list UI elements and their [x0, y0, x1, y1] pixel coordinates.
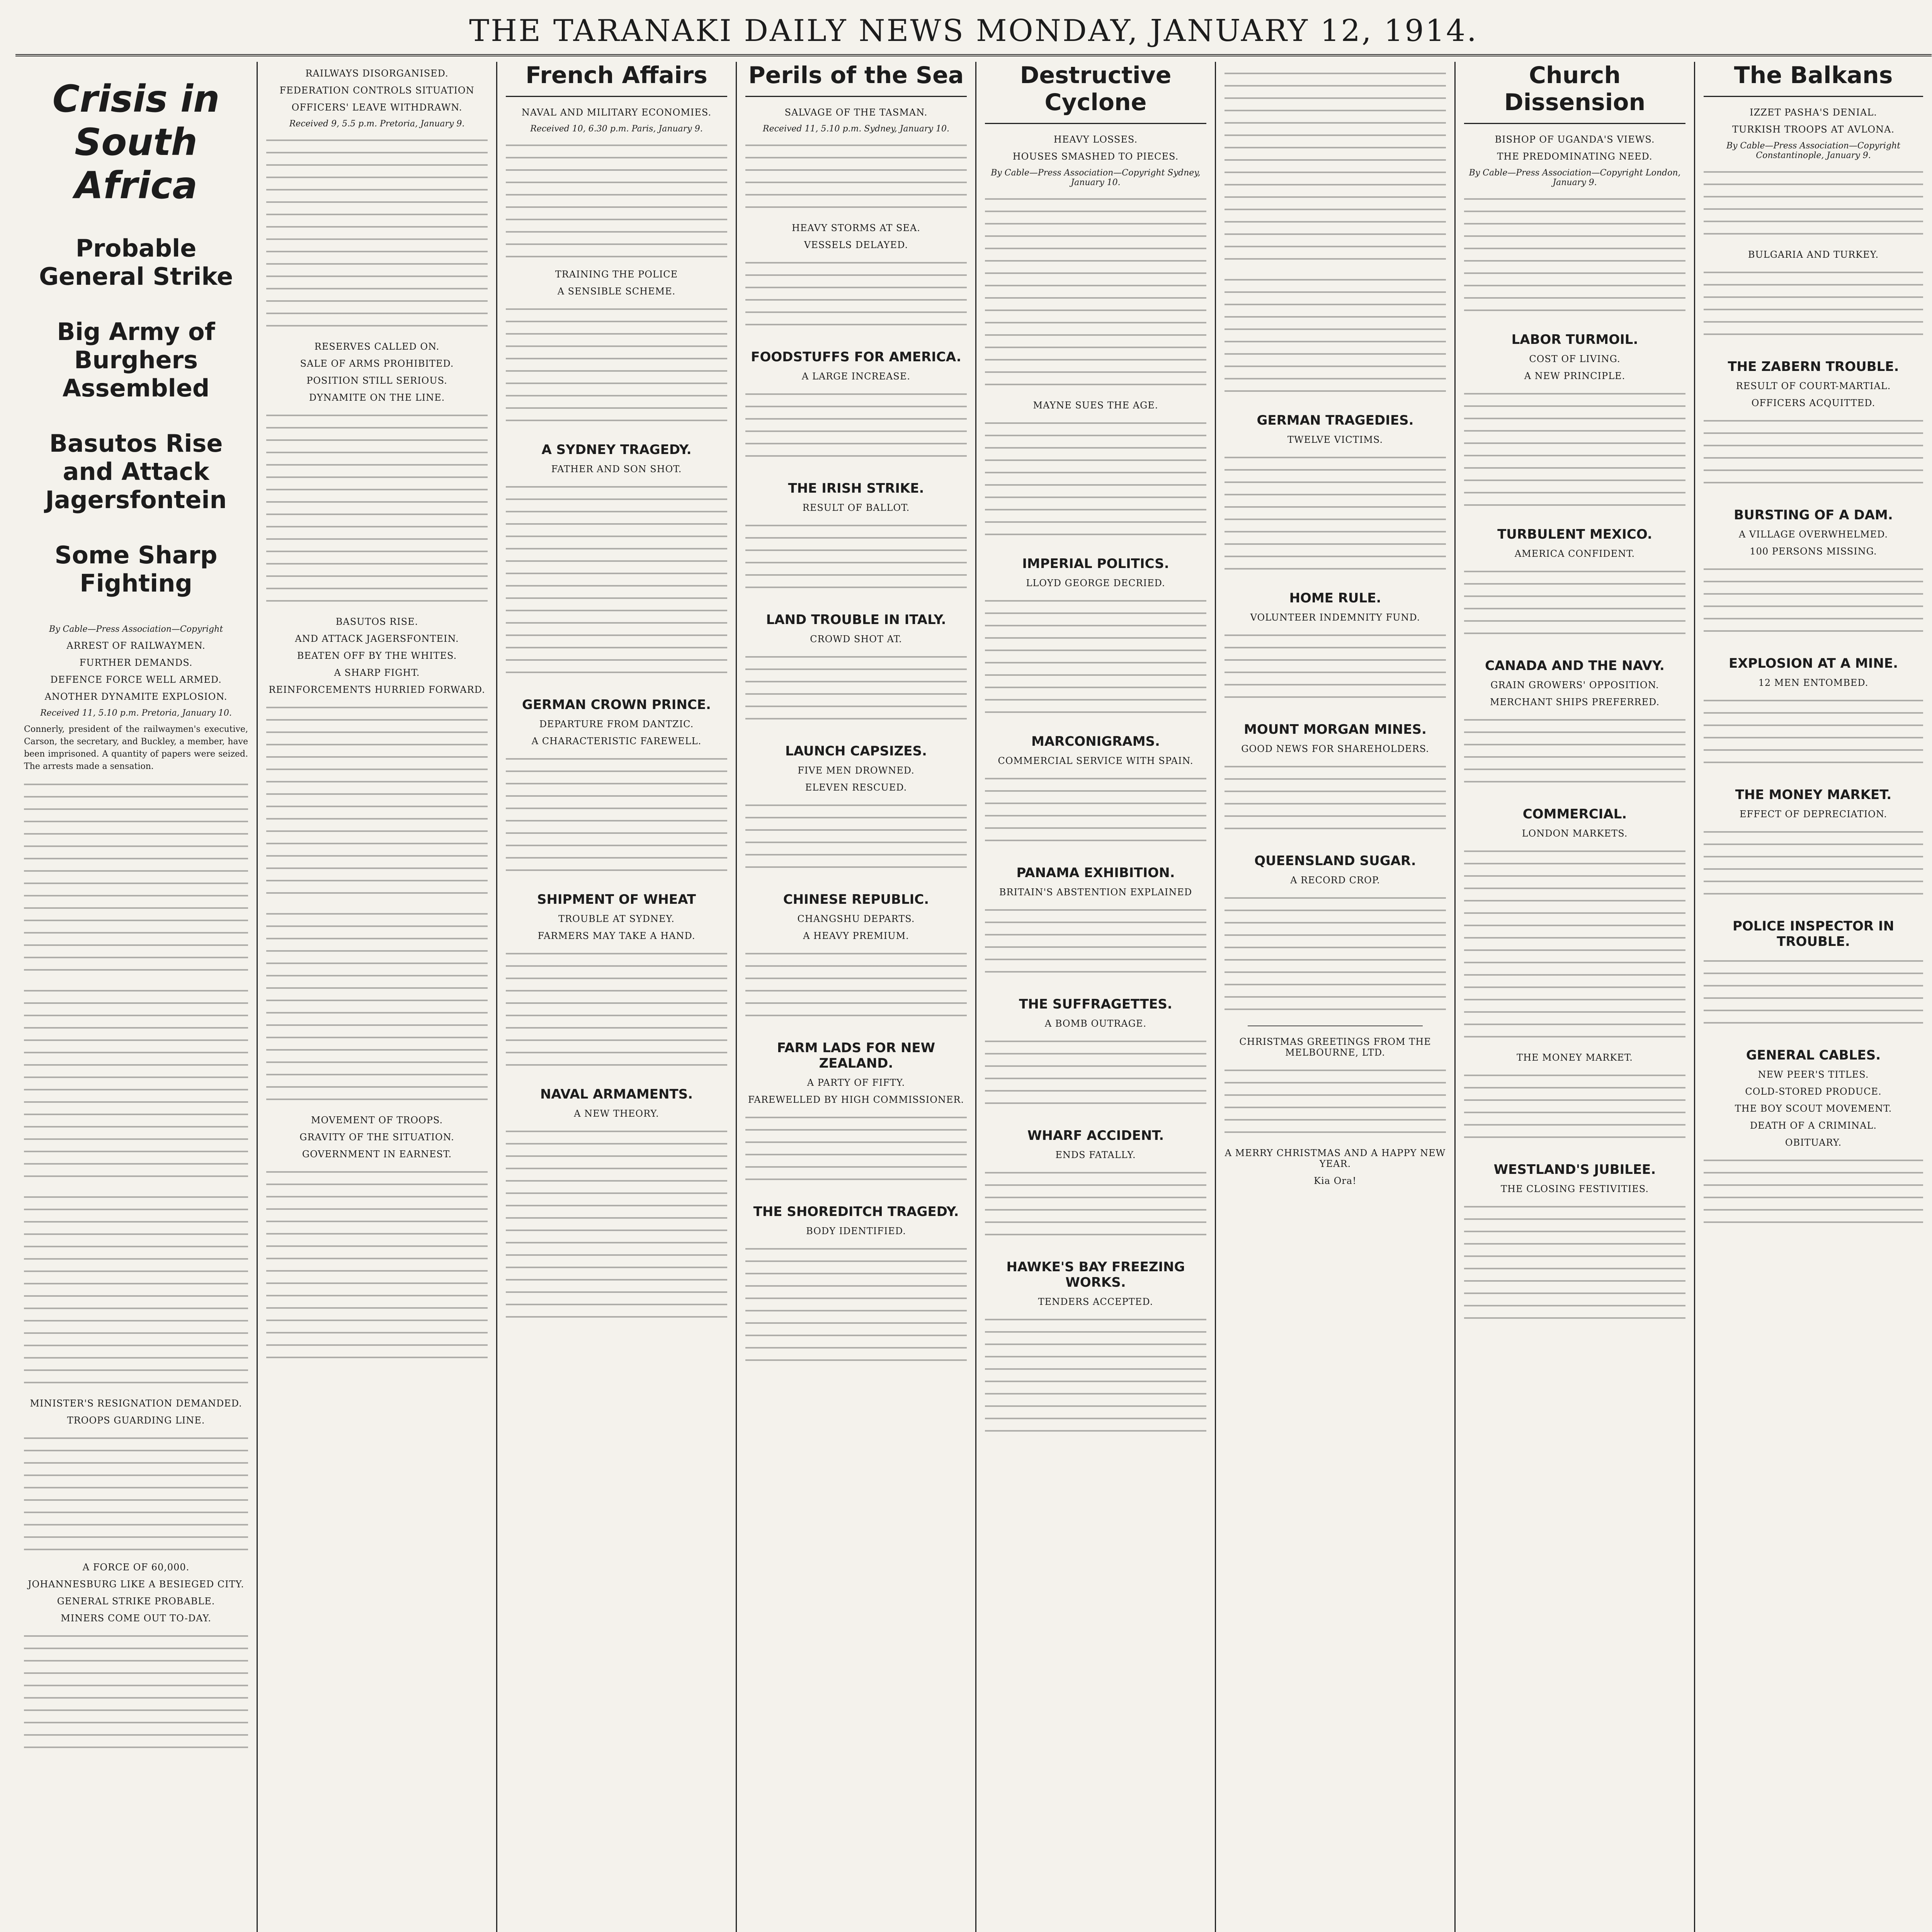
deck-3: Basutos Rise and Attack Jagersfontein [45, 429, 227, 514]
text-block [1225, 760, 1446, 838]
text-block [1225, 451, 1446, 575]
text-block [1704, 415, 1923, 492]
subhead: EFFECT OF DEPRECIATION. [1740, 809, 1887, 820]
text-block [1704, 266, 1923, 344]
text-block [1704, 955, 1923, 1032]
subhead: OFFICERS' LEAVE WITHDRAWN. [291, 102, 463, 113]
text-block [745, 1243, 967, 1366]
subhead: SALE OF ARMS PROHIBITED. [300, 358, 454, 369]
subhead: BULGARIA AND TURKEY. [1748, 249, 1879, 260]
text-block [1464, 193, 1685, 316]
subhead: SALVAGE OF THE TASMAN. [784, 107, 928, 118]
text-block [1704, 1154, 1923, 1231]
text-block [985, 904, 1206, 981]
subhead: COMMERCIAL SERVICE WITH SPAIN. [998, 755, 1194, 766]
dateline: By Cable—Press Association—Copyright London, January 9. [1469, 168, 1681, 187]
text-block [506, 139, 727, 263]
dateline: By Cable—Press Association—Copyright Constantinople, January 9. [1726, 141, 1901, 160]
subhead: GRAVITY OF THE SITUATION. [299, 1132, 454, 1143]
text-block [745, 139, 967, 216]
column-title: Perils of the Sea [745, 62, 967, 97]
subhead: COLD-STORED PRODUCE. [1745, 1086, 1882, 1097]
subhead: DEFENCE FORCE WELL ARMED. [50, 674, 222, 685]
section-head: FARM LADS FOR NEW ZEALAND. [777, 1040, 935, 1071]
column-title: Destructive Cyclone [985, 62, 1206, 124]
text-block [506, 1125, 727, 1326]
text-block [745, 799, 967, 876]
subhead: LLOYD GEORGE DECRIED. [1026, 578, 1165, 588]
section-head: CHINESE REPUBLIC. [783, 892, 929, 907]
subhead: LONDON MARKETS. [1522, 828, 1628, 839]
column-title: The Balkans [1704, 62, 1923, 97]
subhead: RESULT OF BALLOT. [802, 502, 910, 513]
subhead: MOVEMENT OF TROOPS. [311, 1115, 443, 1126]
text-block [266, 134, 488, 335]
subhead: GRAIN GROWERS' OPPOSITION. [1490, 680, 1659, 690]
ad-line: Kia Ora! [1314, 1175, 1357, 1186]
subhead: TROUBLE AT SYDNEY. [558, 913, 675, 924]
text-block [745, 257, 967, 334]
subhead: THE PREDOMINATING NEED. [1497, 151, 1653, 162]
section-head: HAWKE'S BAY FREEZING WORKS. [1006, 1259, 1185, 1290]
subhead: NAVAL AND MILITARY ECONOMIES. [521, 107, 712, 118]
text-block [985, 1313, 1206, 1437]
subhead: ELEVEN RESCUED. [805, 782, 907, 793]
subhead: VESSELS DELAYED. [804, 240, 908, 250]
subhead: TROOPS GUARDING LINE. [67, 1415, 205, 1426]
text-block [1464, 388, 1685, 511]
text-block [985, 193, 1206, 394]
subhead: A NEW THEORY. [574, 1108, 659, 1119]
subhead: BASUTOS RISE. [335, 616, 418, 627]
text-block [1704, 166, 1923, 243]
subhead: GENERAL STRIKE PROBABLE. [57, 1596, 215, 1607]
subhead: A FORCE OF 60,000. [82, 1562, 190, 1573]
subhead: TRAINING THE POLICE [555, 269, 678, 280]
text-block [506, 481, 727, 682]
subhead: BEATEN OFF BY THE WHITES. [297, 650, 457, 661]
subhead: REINFORCEMENTS HURRIED FORWARD. [269, 684, 485, 695]
subhead: A PARTY OF FIFTY. [807, 1077, 905, 1088]
subhead: AMERICA CONFIDENT. [1514, 548, 1635, 559]
subhead: NEW PEER'S TITLES. [1758, 1069, 1869, 1080]
dateline: Received 11, 5.10 p.m. Sydney, January 10. [763, 124, 949, 134]
subhead: 100 PERSONS MISSING. [1750, 546, 1877, 557]
text-block [985, 595, 1206, 718]
byline: By Cable—Press Association—Copyright [49, 624, 223, 634]
text-block [266, 908, 488, 1109]
subhead: RESERVES CALLED ON. [314, 341, 440, 352]
text-block [506, 753, 727, 876]
subhead: A BOMB OUTRAGE. [1044, 1018, 1147, 1029]
section-head: LAND TROUBLE IN ITALY. [766, 612, 946, 628]
ad-line: A MERRY CHRISTMAS AND A HAPPY NEW YEAR. [1225, 1148, 1446, 1169]
text-block [266, 701, 488, 902]
subhead: A CHARACTERISTIC FAREWELL. [531, 736, 702, 747]
text-block [1464, 565, 1685, 643]
column-6 [1215, 62, 1454, 1932]
text-block [24, 1432, 248, 1556]
subhead: HOUSES SMASHED TO PIECES. [1012, 151, 1179, 162]
column-1 [15, 62, 257, 1932]
subhead: A RECORD CROP. [1290, 875, 1380, 886]
subhead: A SENSIBLE SCHEME. [557, 286, 676, 297]
subhead: HEAVY STORMS AT SEA. [792, 223, 920, 233]
dateline: By Cable—Press Association—Copyright Sydney, January 10. [991, 168, 1201, 187]
text-block [506, 303, 727, 427]
lead-headline: Crisis in South Africa [52, 77, 220, 207]
subhead: THE CLOSING FESTIVITIES. [1501, 1184, 1649, 1194]
text-block [745, 388, 967, 465]
subhead: JOHANNESBURG LIKE A BESIEGED CITY. [27, 1579, 245, 1590]
text-block [24, 778, 248, 979]
subhead: GOOD NEWS FOR SHAREHOLDERS. [1241, 743, 1429, 754]
text-block [985, 1035, 1206, 1112]
subhead: MERCHANT SHIPS PREFERRED. [1490, 697, 1660, 707]
section-head: BURSTING OF A DAM. [1734, 507, 1893, 523]
subhead: ARREST OF RAILWAYMEN. [66, 640, 206, 651]
subhead: HEAVY LOSSES. [1053, 134, 1138, 145]
section-head: QUEENSLAND SUGAR. [1254, 853, 1416, 869]
subhead: DEPARTURE FROM DANTZIC. [539, 719, 694, 730]
masthead: THE TARANAKI DAILY NEWS MONDAY, JANUARY 12, 1914. [15, 8, 1932, 56]
subhead: FIVE MEN DROWNED. [798, 765, 915, 776]
subhead: COST OF LIVING. [1529, 354, 1621, 364]
section-head: THE SUFFRAGETTES. [1019, 997, 1172, 1012]
subhead: A SHARP FIGHT. [334, 667, 420, 678]
text-block [745, 947, 967, 1025]
text-block [24, 1191, 248, 1392]
subhead: DYNAMITE ON THE LINE. [309, 392, 445, 403]
text-block [1225, 274, 1446, 397]
section-head: THE SHOREDITCH TRAGEDY. [753, 1204, 959, 1219]
subhead: A LARGE INCREASE. [802, 371, 910, 382]
section-head: GERMAN TRAGEDIES. [1257, 413, 1414, 428]
column-4 [736, 62, 975, 1932]
text-block [1464, 845, 1685, 1046]
section-head: WHARF ACCIDENT. [1027, 1128, 1164, 1143]
section-head: COMMERCIAL. [1522, 806, 1627, 822]
section-head: LABOR TURMOIL. [1511, 332, 1638, 347]
deck-2: Big Army of Burghers Assembled [57, 318, 215, 402]
text-block [985, 417, 1206, 541]
text-block [745, 1111, 967, 1189]
article-text: Connerly, president of the railwaymen's executive, Carson, the secretary, and Buckley, a member, have been imprisoned. A quantity of papers were seized. The arrests made a sensation. [24, 724, 248, 771]
column-title: Church Dissension [1464, 62, 1685, 124]
subhead: VOLUNTEER INDEMNITY FUND. [1250, 612, 1420, 623]
columns [15, 62, 1932, 1932]
text-block [985, 772, 1206, 850]
subhead: OFFICERS ACQUITTED. [1751, 398, 1876, 408]
subhead: MINERS COME OUT TO-DAY. [61, 1613, 211, 1624]
subhead: ANOTHER DYNAMITE EXPLOSION. [44, 691, 228, 702]
text-block [1464, 714, 1685, 791]
subhead: POSITION STILL SERIOUS. [306, 375, 447, 386]
subhead: GOVERNMENT IN EARNEST. [302, 1149, 452, 1160]
section-head: MARCONIGRAMS. [1031, 734, 1160, 749]
text-block [1225, 629, 1446, 706]
section-head: GERMAN CROWN PRINCE. [522, 697, 711, 713]
text-block [24, 1630, 248, 1753]
text-block [266, 1166, 488, 1367]
subhead: THE MONEY MARKET. [1517, 1052, 1633, 1063]
subhead: OBITUARY. [1785, 1137, 1842, 1148]
section-head: PANAMA EXHIBITION. [1016, 865, 1175, 881]
subhead: BODY IDENTIFIED. [806, 1226, 906, 1236]
subhead: MINISTER'S RESIGNATION DEMANDED. [30, 1398, 242, 1409]
column-2 [257, 62, 496, 1932]
subhead: FEDERATION CONTROLS SITUATION [279, 85, 474, 96]
section-head: FOODSTUFFS FOR AMERICA. [751, 349, 961, 365]
section-head: GENERAL CABLES. [1746, 1048, 1881, 1063]
section-head: EXPLOSION AT A MINE. [1729, 656, 1898, 671]
text-block [1704, 694, 1923, 772]
column-5 [975, 62, 1215, 1932]
section-head: THE IRISH STRIKE. [788, 481, 924, 496]
subhead: FARMERS MAY TAKE A HAND. [537, 930, 696, 941]
text-block [1225, 67, 1446, 268]
text-block [1464, 1201, 1685, 1324]
subhead: FAREWELLED BY HIGH COMMISSIONER. [748, 1094, 964, 1105]
section-head: THE MONEY MARKET. [1735, 787, 1892, 803]
subhead: 12 MEN ENTOMBED. [1758, 677, 1869, 688]
subhead: TWELVE VICTIMS. [1287, 434, 1383, 445]
section-head: SHIPMENT OF WHEAT [537, 892, 696, 907]
section-head: LAUNCH CAPSIZES. [785, 743, 927, 759]
text-block [1704, 563, 1923, 640]
subhead: AND ATTACK JAGERSFONTEIN. [295, 633, 459, 644]
text-block [745, 519, 967, 597]
deck-4: Some Sharp Fighting [54, 541, 218, 597]
column-7 [1454, 62, 1694, 1932]
subhead: THE BOY SCOUT MOVEMENT. [1735, 1103, 1892, 1114]
section-head: HOME RULE. [1289, 590, 1381, 606]
subhead: A HEAVY PREMIUM. [803, 930, 909, 941]
subhead: CHANGSHU DEPARTS. [797, 913, 915, 924]
subhead: TURKISH TROOPS AT AVLONA. [1732, 124, 1895, 135]
section-head: CANADA AND THE NAVY. [1485, 658, 1665, 673]
section-head: MOUNT MORGAN MINES. [1244, 722, 1427, 737]
subhead: MAYNE SUES THE AGE. [1033, 400, 1158, 411]
subhead: DEATH OF A CRIMINAL. [1750, 1120, 1877, 1131]
subhead: RESULT OF COURT-MARTIAL. [1736, 381, 1891, 391]
subhead: FURTHER DEMANDS. [79, 657, 193, 668]
section-head: POLICE INSPECTOR IN TROUBLE. [1732, 918, 1895, 949]
subhead: FATHER AND SON SHOT. [551, 464, 682, 474]
dateline: Received 11, 5.10 p.m. Pretoria, January 10. [40, 708, 232, 718]
section-head: THE ZABERN TROUBLE. [1728, 359, 1899, 374]
section-head: NAVAL ARMAMENTS. [540, 1087, 693, 1102]
subhead: ENDS FATALLY. [1055, 1150, 1136, 1160]
column-8 [1694, 62, 1932, 1932]
section-head: A SYDNEY TRAGEDY. [541, 442, 692, 457]
subhead: BRITAIN'S ABSTENTION EXPLAINED [999, 887, 1192, 898]
text-block [985, 1167, 1206, 1244]
subhead: RAILWAYS DISORGANISED. [305, 68, 449, 79]
text-block [745, 651, 967, 728]
subhead: A VILLAGE OVERWHELMED. [1738, 529, 1888, 540]
ad-line: CHRISTMAS GREETINGS FROM THE MELBOURNE, LTD. [1239, 1036, 1431, 1058]
text-block [1704, 826, 1923, 903]
dateline: Received 10, 6.30 p.m. Paris, January 9. [530, 124, 703, 134]
text-block [506, 947, 727, 1071]
subhead: IZZET PASHA'S DENIAL. [1750, 107, 1877, 118]
text-block [24, 985, 248, 1185]
dateline: Received 9, 5.5 p.m. Pretoria, January 9. [289, 119, 465, 129]
section-head: IMPERIAL POLITICS. [1022, 556, 1169, 571]
column-3 [496, 62, 736, 1932]
text-block [1464, 1069, 1685, 1146]
text-block [266, 409, 488, 610]
section-head: WESTLAND'S JUBILEE. [1493, 1162, 1656, 1177]
subhead: A NEW PRINCIPLE. [1524, 371, 1626, 381]
subhead: CROWD SHOT AT. [810, 634, 902, 645]
subhead: BISHOP OF UGANDA'S VIEWS. [1495, 134, 1655, 145]
section-head: TURBULENT MEXICO. [1497, 527, 1652, 542]
text-block [1225, 1064, 1446, 1141]
text-block [1225, 892, 1446, 1015]
deck-1: Probable General Strike [39, 234, 233, 291]
column-title: French Affairs [506, 62, 727, 97]
subhead: TENDERS ACCEPTED. [1038, 1296, 1153, 1307]
